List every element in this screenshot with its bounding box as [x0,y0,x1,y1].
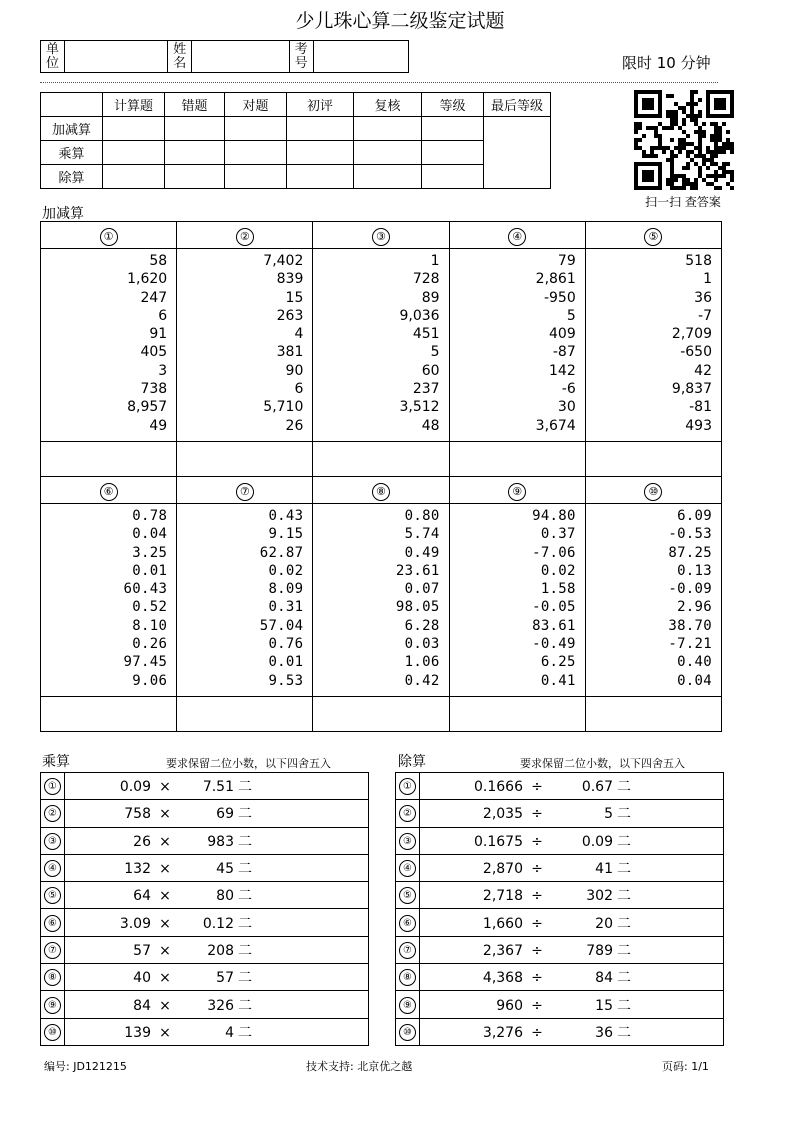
problem-number: ③ [399,833,416,850]
problem-number: ④ [508,228,526,246]
operand-a: 3.09 [119,915,151,932]
problem-column [449,504,585,697]
operand-b: 983 [207,833,234,850]
equals-sign: 二 [617,1024,631,1041]
divide-requirement: 要求保留二位小数，以下四舍五入 [520,757,685,770]
divide-row [396,800,724,827]
addend-value: 0.01 [132,562,168,579]
addend-value: 1 [703,271,712,288]
equals-sign: 二 [617,915,631,932]
operand-a: 64 [133,888,151,905]
operator-sign: ÷ [531,970,543,987]
addend-value: 0.49 [404,544,440,561]
addend-value: 1.58 [540,581,576,598]
addend-value: 57.04 [259,617,304,634]
multiply-row [41,773,369,800]
multiply-row [41,800,369,827]
final-grade-cell[interactable] [484,117,551,189]
problem-number: ⑩ [44,1024,61,1041]
operand-a: 2,367 [482,942,523,959]
multiply-section-title: 乘算 [42,754,70,770]
problem-number: ② [399,805,416,822]
equals-sign: 二 [617,806,631,823]
equals-sign: 二 [617,970,631,987]
addend-value: 0.01 [268,654,304,671]
equals-sign: 二 [238,888,252,905]
operand-a: 0.1675 [474,833,523,850]
score-row-addsub: 加减算 [41,117,551,141]
addend-value: 5.74 [404,526,440,543]
addend-value: 2.96 [677,599,712,616]
operand-a: 2,870 [482,861,523,878]
addend-value: 237 [412,381,440,398]
equals-sign: 二 [617,997,631,1014]
equals-sign: 二 [238,1024,252,1041]
addsub-grid-2 [40,476,722,732]
equals-sign: 二 [617,833,631,850]
addend-value: 48 [421,417,440,434]
addend-value: 1 [430,253,440,269]
answer-cell[interactable] [177,697,313,732]
addend-value: 60.43 [123,581,168,598]
operand-a: 139 [124,1024,151,1041]
addend-value: 0.07 [404,581,440,598]
addend-value: 728 [412,271,440,288]
equals-sign: 二 [617,861,631,878]
divide-table [395,772,724,1046]
name-field[interactable] [192,41,289,72]
operator-sign: ÷ [531,861,543,878]
addend-value: 2,709 [671,326,712,343]
addend-value: 98.05 [395,599,440,616]
addend-value: 451 [412,326,440,343]
multiply-row [41,964,369,991]
problem-number: ⑧ [372,483,390,501]
grid-header-row [41,222,722,249]
problem-number: ⑦ [236,483,254,501]
operand-b: 7.51 [202,779,234,796]
addend-value: 23.61 [395,562,440,579]
addend-value: -7.06 [532,544,576,561]
multiply-row [41,909,369,936]
addend-value: 4 [294,326,304,343]
addend-value: 0.03 [404,636,440,653]
problem-number: ⑥ [399,915,416,932]
multiply-table [40,772,369,1046]
addend-value: 3,512 [399,399,440,416]
addend-value: 62.87 [259,544,304,561]
addend-value: 493 [685,417,712,434]
addend-value: 839 [276,271,304,288]
addend-value: 8.09 [268,581,304,598]
divide-row [396,909,724,936]
addend-value: 0.26 [132,636,168,653]
addend-value: 6.25 [540,654,576,671]
addend-value: 26 [285,417,304,434]
problem-number: ⑤ [44,887,61,904]
equals-sign: 二 [617,888,631,905]
addend-value: 263 [276,307,304,324]
equals-sign: 二 [617,779,631,796]
qr-code-icon[interactable] [634,90,734,190]
operand-b: 45 [216,861,234,878]
problem-column [313,249,449,442]
addend-value: 9.06 [132,672,168,689]
addend-value: 738 [140,381,168,398]
addend-value: 6 [158,307,168,324]
problem-number: ⑧ [399,969,416,986]
addend-value: 8,957 [127,399,168,416]
operator-sign: ÷ [531,942,543,959]
equals-sign: 二 [238,779,252,796]
problem-number: ③ [372,228,390,246]
operand-b: 41 [595,861,613,878]
problem-number: ⑨ [399,997,416,1014]
multiply-row [41,882,369,909]
problem-column [585,504,721,697]
addend-value: 0.76 [268,636,304,653]
operand-b: 326 [207,997,234,1014]
addend-value: 30 [557,399,576,416]
addend-value: 518 [685,253,712,269]
problem-number: ④ [399,860,416,877]
addend-value: 405 [140,344,168,361]
problem-column [177,249,313,442]
addend-value: 1.06 [404,654,440,671]
multiply-row [41,991,369,1018]
problem-number: ⑩ [644,483,662,501]
addend-value: 0.13 [677,562,712,579]
problem-number: ⑧ [44,969,61,986]
operator-sign: × [159,779,171,796]
addend-value: 60 [421,362,440,379]
addend-value: 142 [549,362,576,379]
problem-column [41,249,177,442]
qr-caption: 扫一扫 查答案 [645,195,721,209]
operator-sign: ÷ [531,833,543,850]
addend-value: -650 [680,344,712,361]
problem-number: ③ [44,833,61,850]
addend-value: 94.80 [532,508,576,524]
grid-numbers-row [41,249,722,442]
addend-value: -0.53 [668,526,712,543]
divide-row [396,882,724,909]
answer-cell[interactable] [585,442,721,477]
problem-column [449,249,585,442]
operand-b: 15 [595,997,613,1014]
operand-a: 0.1666 [474,779,523,796]
problem-number: ① [44,778,61,795]
operand-a: 132 [124,861,151,878]
addend-value: 0.52 [132,599,168,616]
operand-b: 36 [595,1024,613,1041]
addend-value: -87 [552,344,576,361]
cut-line [40,82,718,83]
operand-b: 69 [216,806,234,823]
addend-value: 2,861 [535,271,576,288]
addend-value: 3 [158,362,168,379]
addend-value: 0.42 [404,672,440,689]
addend-value: -6 [561,381,576,398]
addend-value: 0.80 [404,508,440,524]
problem-number: ⑨ [508,483,526,501]
problem-number: ⑤ [399,887,416,904]
problem-number: ② [44,805,61,822]
addend-value: 87.25 [668,544,712,561]
grid-answer-row [41,697,722,732]
addend-value: 7,402 [263,253,304,269]
addend-value: 97.45 [123,654,168,671]
footer-code: 编号: JD121215 [44,1060,127,1073]
operand-b: 57 [216,970,234,987]
unit-field[interactable] [65,41,168,72]
operand-a: 40 [133,970,151,987]
addend-value: 1,620 [127,271,168,288]
info-label-unit: 单 位 [41,41,65,72]
addend-value: 42 [694,362,712,379]
addend-value: 0.40 [677,654,712,671]
score-table [40,92,551,189]
operator-sign: × [159,833,171,850]
addend-value: -7 [698,307,712,324]
problem-number: ⑩ [399,1024,416,1041]
multiply-row [41,827,369,854]
addend-value: 38.70 [668,617,712,634]
addend-value: 49 [149,417,168,434]
score-row-divide: 除算 [41,165,551,189]
addend-value: 9,837 [671,381,712,398]
addend-value: 0.04 [132,526,168,543]
operand-b: 0.12 [202,915,234,932]
addend-value: 6.28 [404,617,440,634]
operand-a: 26 [133,833,151,850]
operand-b: 84 [595,970,613,987]
answer-cell[interactable] [313,442,449,477]
candidate-info-box [40,40,409,73]
addend-value: 36 [694,289,712,306]
operand-a: 84 [133,997,151,1014]
problem-column [313,504,449,697]
addend-value: 9,036 [399,307,440,324]
problem-number: ⑨ [44,997,61,1014]
operand-a: 4,368 [482,970,523,987]
addend-value: 6.09 [677,508,712,524]
addend-value: 0.31 [268,599,304,616]
answer-cell[interactable] [41,442,177,477]
operator-sign: × [159,997,171,1014]
score-table-header: 计算题 错题 对题 初评 复核 等级 最后等级 [41,93,551,117]
problem-number: ① [100,228,118,246]
operator-sign: × [159,861,171,878]
equals-sign: 二 [238,833,252,850]
addend-value: 58 [149,253,168,269]
addend-value: 90 [285,362,304,379]
operand-b: 0.67 [581,779,613,796]
addend-value: 89 [421,289,440,306]
problem-number: ⑥ [100,483,118,501]
addend-value: -7.21 [668,636,712,653]
info-label-name: 姓 名 [168,41,192,72]
addend-value: 91 [149,326,168,343]
answer-cell[interactable] [41,697,177,732]
grid-header-row [41,477,722,504]
operand-b: 208 [207,942,234,959]
operator-sign: ÷ [531,779,543,796]
addend-value: -0.49 [532,636,576,653]
footer-page: 页码: 1/1 [662,1060,709,1073]
addend-value: 79 [557,253,576,269]
operand-b: 80 [216,888,234,905]
addend-value: 83.61 [532,617,576,634]
operand-a: 2,718 [482,888,523,905]
operand-a: 1,660 [482,915,523,932]
operand-a: 2,035 [482,806,523,823]
addsub-section-title: 加减算 [42,206,84,222]
addend-value: 0.02 [268,562,304,579]
page-title: 少儿珠心算二级鉴定试题 [295,10,505,32]
addend-value: 409 [549,326,576,343]
operator-sign: ÷ [531,997,543,1014]
addend-value: 5 [566,307,576,324]
operator-sign: × [159,888,171,905]
divide-row [396,936,724,963]
addend-value: 3,674 [535,417,576,434]
addend-value: 5 [430,344,440,361]
score-row-multiply: 乘算 [41,141,551,165]
time-limit: 限时 10 分钟 [622,54,711,72]
operand-a: 3,276 [482,1024,523,1041]
answer-cell[interactable] [449,442,585,477]
problem-column [41,504,177,697]
problem-number: ⑦ [399,942,416,959]
multiply-requirement: 要求保留二位小数，以下四舍五入 [166,757,331,770]
operator-sign: ÷ [531,915,543,932]
operator-sign: ÷ [531,1024,543,1041]
addend-value: 0.41 [540,672,576,689]
problem-number: ⑤ [644,228,662,246]
answer-cell[interactable] [313,697,449,732]
equals-sign: 二 [238,942,252,959]
operand-a: 57 [133,942,151,959]
addend-value: 6 [294,381,304,398]
operand-a: 0.09 [119,779,151,796]
info-label-number: 考 号 [290,41,314,72]
problem-number: ⑥ [44,915,61,932]
footer-support: 技术支持: 北京优之越 [306,1060,413,1073]
grid-numbers-row [41,504,722,697]
multiply-row [41,936,369,963]
multiply-row [41,854,369,881]
operand-a: 960 [496,997,523,1014]
divide-row [396,991,724,1018]
addend-value: 381 [276,344,304,361]
addend-value: 0.02 [540,562,576,579]
addend-value: 9.15 [268,526,304,543]
addend-value: 247 [140,289,168,306]
divide-row [396,1018,724,1045]
equals-sign: 二 [238,861,252,878]
operator-sign: × [159,942,171,959]
grid-answer-row [41,442,722,477]
problem-number: ⑦ [44,942,61,959]
operand-b: 20 [595,915,613,932]
addend-value: 3.25 [132,544,168,561]
operand-b: 0.09 [581,833,613,850]
operand-b: 302 [586,888,613,905]
operator-sign: × [159,970,171,987]
problem-number: ② [236,228,254,246]
operand-b: 5 [604,806,613,823]
equals-sign: 二 [238,997,252,1014]
addend-value: 0.78 [132,508,168,524]
addend-value: 0.37 [540,526,576,543]
problem-column [177,504,313,697]
exam-number-field[interactable] [314,41,408,72]
operator-sign: × [159,806,171,823]
addend-value: -81 [689,399,712,416]
operand-b: 789 [586,942,613,959]
problem-column [585,249,721,442]
addend-value: 5,710 [263,399,304,416]
operator-sign: × [159,1024,171,1041]
answer-cell[interactable] [177,442,313,477]
addend-value: 15 [285,289,304,306]
divide-row [396,854,724,881]
addend-value: -950 [543,289,576,306]
equals-sign: 二 [238,970,252,987]
addend-value: -0.09 [668,581,712,598]
addsub-grid-1 [40,221,722,477]
answer-cell[interactable] [585,697,721,732]
operator-sign: ÷ [531,888,543,905]
multiply-row [41,1018,369,1045]
addend-value: 0.04 [677,672,712,689]
addend-value: 0.43 [268,508,304,524]
operator-sign: × [159,915,171,932]
operand-a: 758 [124,806,151,823]
addend-value: 8.10 [132,617,168,634]
operand-b: 4 [225,1024,234,1041]
divide-row [396,773,724,800]
problem-number: ① [399,778,416,795]
equals-sign: 二 [238,806,252,823]
answer-cell[interactable] [449,697,585,732]
problem-number: ④ [44,860,61,877]
equals-sign: 二 [617,942,631,959]
divide-row [396,827,724,854]
divide-row [396,964,724,991]
addend-value: 9.53 [268,672,304,689]
divide-section-title: 除算 [398,754,426,770]
operator-sign: ÷ [531,806,543,823]
equals-sign: 二 [238,915,252,932]
addend-value: -0.05 [532,599,576,616]
